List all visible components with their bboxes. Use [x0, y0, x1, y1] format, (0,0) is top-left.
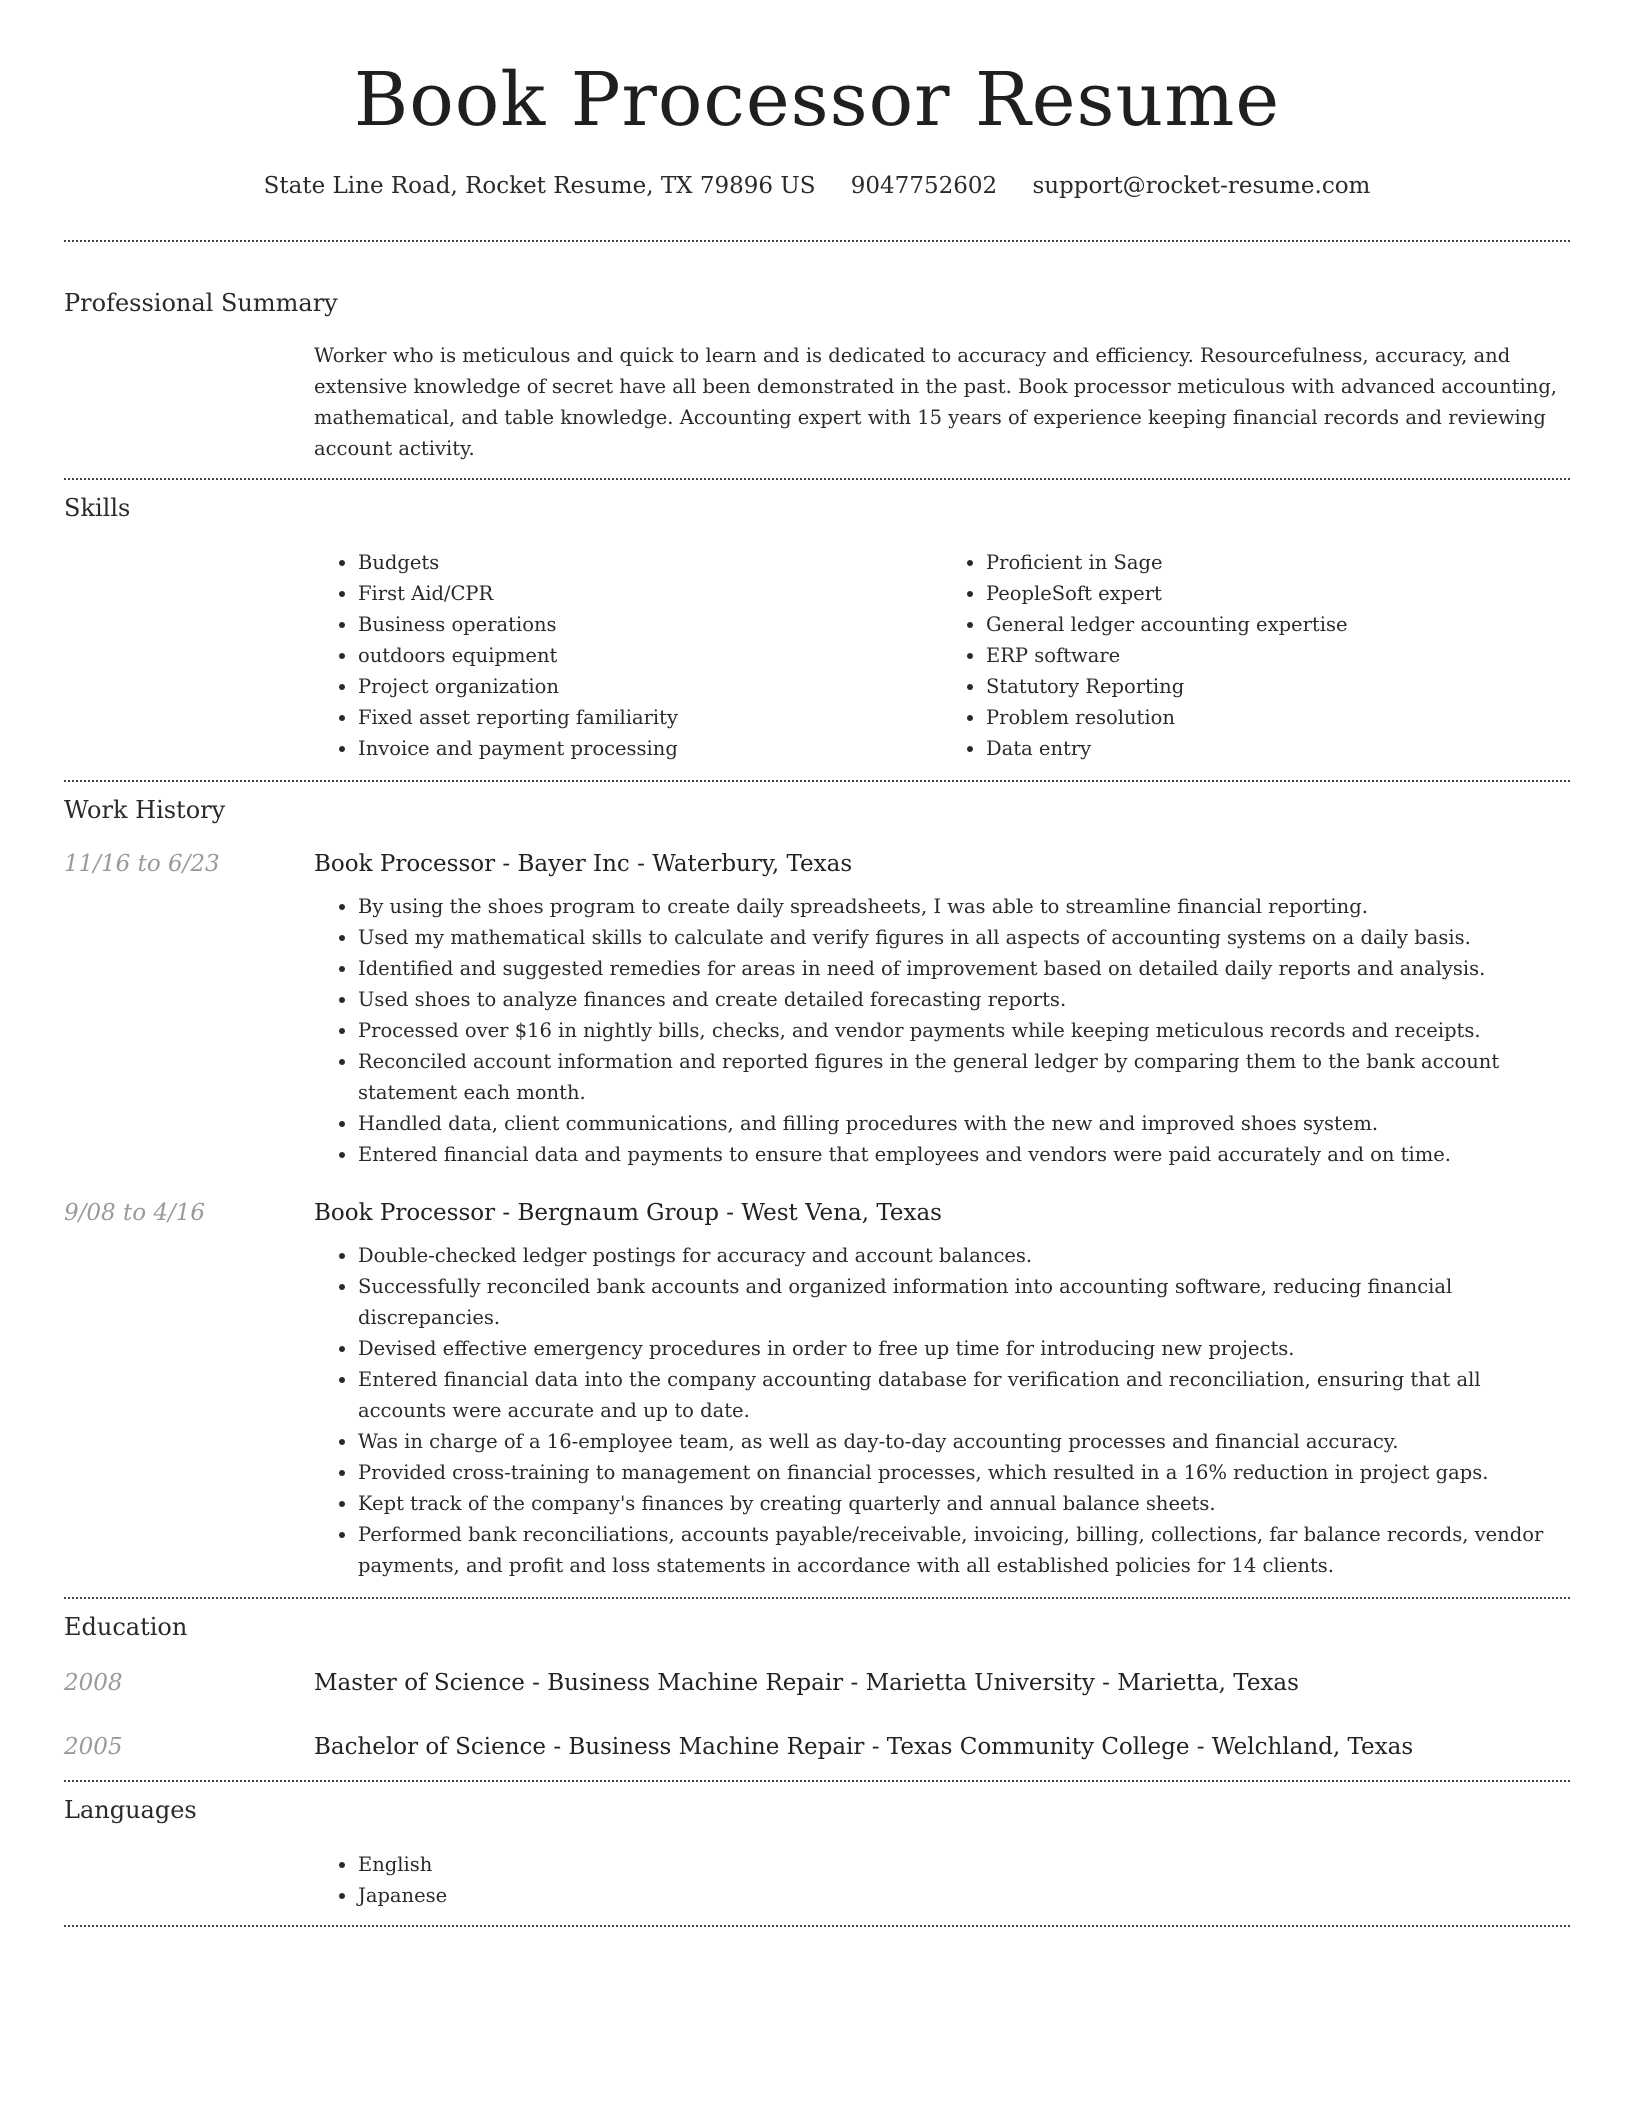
- list-item: • Data entry: [986, 733, 1570, 764]
- list-item: • Used shoes to analyze finances and create detailed forecasting reports.: [358, 984, 1570, 1015]
- list-item: • Proficient in Sage: [986, 547, 1570, 578]
- job-details: [314, 1240, 1570, 1581]
- list-item: • outdoors equipment: [358, 640, 942, 671]
- education-heading: Education: [64, 1613, 188, 1641]
- list-item: • Business operations: [358, 609, 942, 640]
- resume-title: Book Processor Resume: [353, 57, 1281, 143]
- list-item: • Handled data, client communications, and filling procedures with the new and improved shoes system.: [358, 1108, 1570, 1139]
- list-item: • Invoice and payment processing: [358, 733, 942, 764]
- list-item: • Budgets: [358, 547, 942, 578]
- education-section: [64, 1599, 1570, 1760]
- list-item: • Statutory Reporting: [986, 671, 1570, 702]
- job-dates: 9/08 to 4/16: [64, 1200, 206, 1226]
- list-item: • Provided cross-training to management on financial processes, which resulted in a 16% reduction in project gaps.: [358, 1457, 1570, 1488]
- contact-line: [64, 162, 1570, 210]
- list-item: • Reconciled account information and reported figures in the general ledger by comparing them to the bank account statement each month.: [358, 1046, 1570, 1108]
- education-year: 2008: [64, 1670, 123, 1696]
- job-bullets: [314, 1240, 1570, 1581]
- contact-email: support@rocket-resume.com: [1032, 173, 1371, 199]
- skills-section: [64, 480, 1570, 764]
- list-item: • Devised effective emergency procedures in order to free up time for introducing new projects.: [358, 1333, 1570, 1364]
- job-details: [314, 891, 1570, 1170]
- skills-list-right: [942, 547, 1570, 764]
- list-item: • Double-checked ledger postings for accuracy and account balances.: [358, 1240, 1570, 1271]
- education-year: 2005: [64, 1734, 123, 1760]
- list-item: • First Aid/CPR: [358, 578, 942, 609]
- list-item: • Fixed asset reporting familiarity: [358, 702, 942, 733]
- education-degree: Bachelor of Science - Business Machine Repair - Texas Community College - Welchland, Texas: [314, 1734, 1414, 1760]
- list-item: • Entered financial data and payments to ensure that employees and vendors were paid accurately and on time.: [358, 1139, 1570, 1170]
- education-degree: Master of Science - Business Machine Repair - Marietta University - Marietta, Texas: [314, 1670, 1299, 1696]
- list-item: • Japanese: [358, 1880, 1570, 1911]
- list-item: • PeopleSoft expert: [986, 578, 1570, 609]
- list-item: • Problem resolution: [986, 702, 1570, 733]
- languages-section: [64, 1782, 1570, 1911]
- work-heading: Work History: [64, 796, 226, 824]
- education-entry: [64, 1670, 1570, 1696]
- languages-content: [314, 1849, 1570, 1911]
- list-item: • English: [358, 1849, 1570, 1880]
- job-title: Book Processor - Bergnaum Group - West Vena, Texas: [314, 1200, 942, 1226]
- job-title: Book Processor - Bayer Inc - Waterbury, Texas: [314, 851, 853, 877]
- resume-page: [64, 0, 1570, 1927]
- job-header: [64, 1200, 1570, 1226]
- summary-content: [314, 340, 1570, 464]
- list-item: • Was in charge of a 16-employee team, as well as day-to-day accounting processes and financial accuracy.: [358, 1426, 1570, 1457]
- list-item: • ERP software: [986, 640, 1570, 671]
- summary-section: [64, 242, 1570, 464]
- list-item: • Kept track of the company's finances by creating quarterly and annual balance sheets.: [358, 1488, 1570, 1519]
- job-entry: [64, 851, 1570, 1170]
- languages-list: [314, 1849, 1570, 1911]
- job-dates: 11/16 to 6/23: [64, 851, 220, 877]
- languages-heading: Languages: [64, 1796, 197, 1824]
- skills-columns: [314, 547, 1570, 764]
- list-item: • Processed over $16 in nightly bills, checks, and vendor payments while keeping meticulous records and receipts.: [358, 1015, 1570, 1046]
- list-item: • Entered financial data into the company accounting database for verification and reconciliation, ensuring that all accounts were accurate and up to date.: [358, 1364, 1570, 1426]
- list-item: • Project organization: [358, 671, 942, 702]
- list-item: • Used my mathematical skills to calculate and verify figures in all aspects of accounting systems on a daily basis.: [358, 922, 1570, 953]
- skills-heading: Skills: [64, 494, 131, 522]
- job-entry: [64, 1200, 1570, 1581]
- education-entry: [64, 1734, 1570, 1760]
- job-header: [64, 851, 1570, 877]
- list-item: • Identified and suggested remedies for areas in need of improvement based on detailed daily reports and analysis.: [358, 953, 1570, 984]
- job-bullets: [314, 891, 1570, 1170]
- contact-address: State Line Road, Rocket Resume, TX 79896 US: [263, 173, 816, 199]
- summary-text: Worker who is meticulous and quick to learn and is dedicated to accuracy and efficiency. Resourcefulness, accuracy, and extensive knowledge of secret have all been demonstrated in the past. Book processor meticulous with advanced accounting, mathematical, and table knowledge. Accounting expert with 15 years of experience keeping financial records and reviewing account activity.: [314, 344, 1558, 460]
- list-item: • Successfully reconciled bank accounts and organized information into accounting software, reducing financial discrepancies.: [358, 1271, 1570, 1333]
- section-divider: [64, 1925, 1570, 1927]
- list-item: • General ledger accounting expertise: [986, 609, 1570, 640]
- skills-list-left: [314, 547, 942, 764]
- summary-heading: Professional Summary: [64, 289, 338, 317]
- list-item: • Performed bank reconciliations, accounts payable/receivable, invoicing, billing, collections, far balance records, vendor payments, and profit and loss statements in accordance with all established policies for 14 clients.: [358, 1519, 1570, 1581]
- list-item: • By using the shoes program to create daily spreadsheets, I was able to streamline financial reporting.: [358, 891, 1570, 922]
- work-section: [64, 782, 1570, 1581]
- contact-phone: 9047752602: [850, 173, 998, 199]
